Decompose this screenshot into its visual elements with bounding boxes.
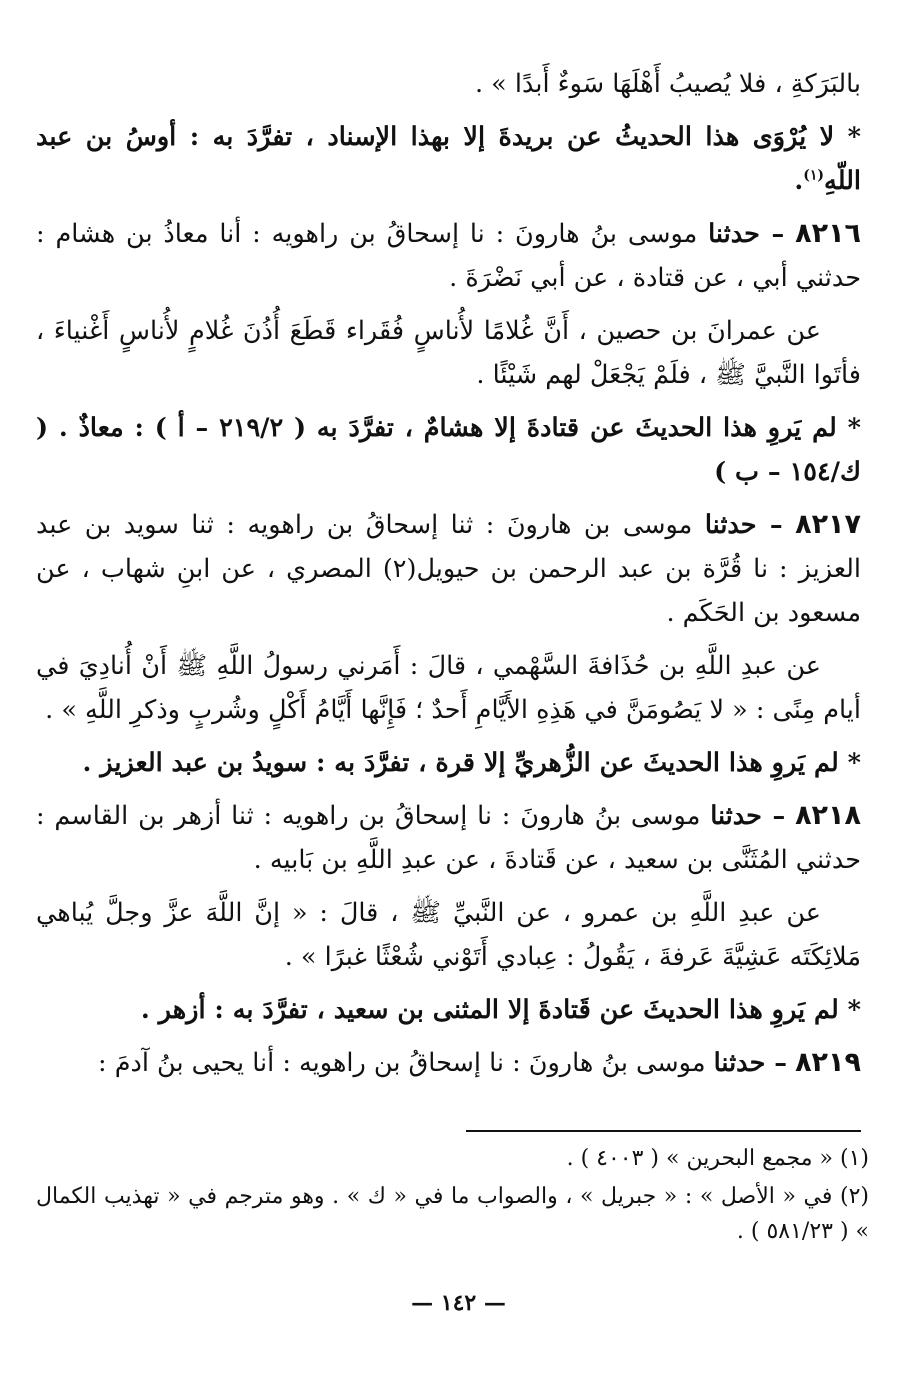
hadith-number: ٨٢١٦ [795, 218, 862, 249]
paragraph-3 [36, 309, 861, 397]
paragraph-text: موسى بنُ هارونَ : نا إسحاقُ بن راهويه : أنا يحيى بنُ آدمَ : [98, 1048, 706, 1078]
footnotes [36, 1141, 869, 1252]
star-marker: * [847, 748, 861, 778]
hadith-number: ٨٢١٩ [795, 1047, 861, 1078]
paragraph-text: لم يَروِ هذا الحديثَ عن قَتادةَ إلا المثنى بن سعيد ، تفرَّدَ به : أزهر . [140, 995, 839, 1025]
paragraph-tail: . [794, 166, 804, 196]
hadith-number: ٨٢١٨ [795, 800, 861, 831]
footnote-label: (١) [839, 1146, 869, 1171]
paragraph-11 [36, 1041, 861, 1085]
paragraph-text: موسى بن هارونَ : ثنا إسحاقُ بن راهويه : ثنا سويد بن عبد العزيز : نا قُرَّة بن عبد الرحمن بن حيويل(٢) المصري ، عن ابنِ شهاب ، عن مسعود بن الحَكَم . [36, 510, 861, 628]
paragraph-8 [36, 794, 861, 882]
paragraph-text: عن عبدِ اللَّهِ بن حُذَافةَ السَّهْمي ، قالَ : أَمَرني رسولُ اللَّهِ ﷺ أَنْ أُنادِيَ في أيام مِنًى : « لا يَصُومَنَّ في هَذِهِ الأَيَّامِ أَحدٌ ؛ فَإِنَّها أَيَّامُ أَكْلٍ وشُربٍ وذكرِ اللَّهِ » . [36, 651, 861, 725]
footnote-text: في « الأصل » : « جبريل » ، والصواب ما في « ك » . وهو مترجم في « تهذيب الكمال » ( ٥٨١/٢٣ ) . [36, 1184, 869, 1244]
paragraph-4 [36, 406, 861, 494]
paragraph-0 [36, 62, 861, 106]
paragraph-text: لم يَروِ هذا الحديثَ عن قتادةَ إلا هشامٌ ، تفرَّدَ به ( ٢١٩/٢ – أ ) : معاذٌ . ( ك/١٥٤ – ب ) [36, 413, 861, 487]
footnote-ref: (١) [803, 167, 825, 184]
star-marker: * [847, 122, 861, 152]
page-number: — ١٤٢ — [411, 1290, 506, 1316]
main-text [36, 62, 861, 1094]
paragraph-9 [36, 891, 861, 979]
paragraph-7 [36, 741, 861, 785]
paragraph-text: لم يَروِ هذا الحديثَ عن الزُّهريِّ إلا قرة ، تفرَّدَ به : سويدُ بن عبد العزيز . [82, 748, 839, 778]
paragraph-text: موسى بنُ هارونَ : نا إسحاقُ بن راهويه : ثنا أزهر بن القاسم : حدثني المُثَنَّى بن سعيد ، عن قَتادةَ ، عن عبدِ اللَّهِ بن بَابيه . [36, 801, 861, 875]
hadith-lead: – حدثنا [713, 1048, 787, 1078]
hadith-number: ٨٢١٧ [795, 509, 862, 540]
footnote-2 [36, 1179, 869, 1249]
paragraph-2 [36, 212, 861, 300]
footnote-divider [466, 1130, 861, 1132]
paragraph-10 [36, 988, 861, 1032]
paragraph-5 [36, 503, 861, 635]
paragraph-text: لا يُرْوَى هذا الحديثُ عن بريدةَ إلا بهذا الإسناد ، تفرَّدَ به : أوسُ بن عبد اللّهِ [36, 122, 861, 196]
footnote-1 [36, 1141, 869, 1176]
paragraph-text: بالبَرَكةِ ، فلا يُصيبُ أَهْلَهَا سَوءٌ أَبدًا » . [474, 69, 861, 99]
paragraph-text: عن عبدِ اللَّهِ بن عمرو ، عن النَّبيِّ ﷺ ، قالَ : « إنَّ اللَّهَ عزَّ وجلَّ يُباهي مَلائِكَتَه عَشِيَّةَ عَرفةَ ، يَقُولُ : عِبادي أَتَوْني شُعْثًا غبرًا » . [36, 898, 861, 972]
paragraph-6 [36, 644, 861, 732]
paragraph-1 [36, 115, 861, 203]
star-marker: * [847, 995, 861, 1025]
paragraph-text: موسى بنُ هارونَ : نا إسحاقُ بن راهويه : أنا معاذُ بن هشام : حدثني أبي ، عن قتادة ، عن أبي نَضْرَةَ . [36, 219, 861, 293]
paragraph-text: عن عمرانَ بن حصين ، أَنَّ غُلامًا لأُناسٍ فُقَراء قَطَعَ أُذُنَ غُلامٍ لأُناسٍ أَغْنياءَ ، فأتَوا النَّبيَّ ﷺ ، فلَمْ يَجْعَلْ لهم شَيْئًا . [36, 316, 861, 390]
hadith-lead: – حدثنا [708, 219, 785, 249]
hadith-lead: – حدثنا [710, 801, 786, 831]
hadith-lead: – حدثنا [704, 510, 783, 540]
footnote-label: (٢) [839, 1184, 869, 1209]
footnote-text: « مجمع البحرين » ( ٤٠٠٣ ) . [566, 1146, 833, 1171]
star-marker: * [847, 413, 861, 443]
